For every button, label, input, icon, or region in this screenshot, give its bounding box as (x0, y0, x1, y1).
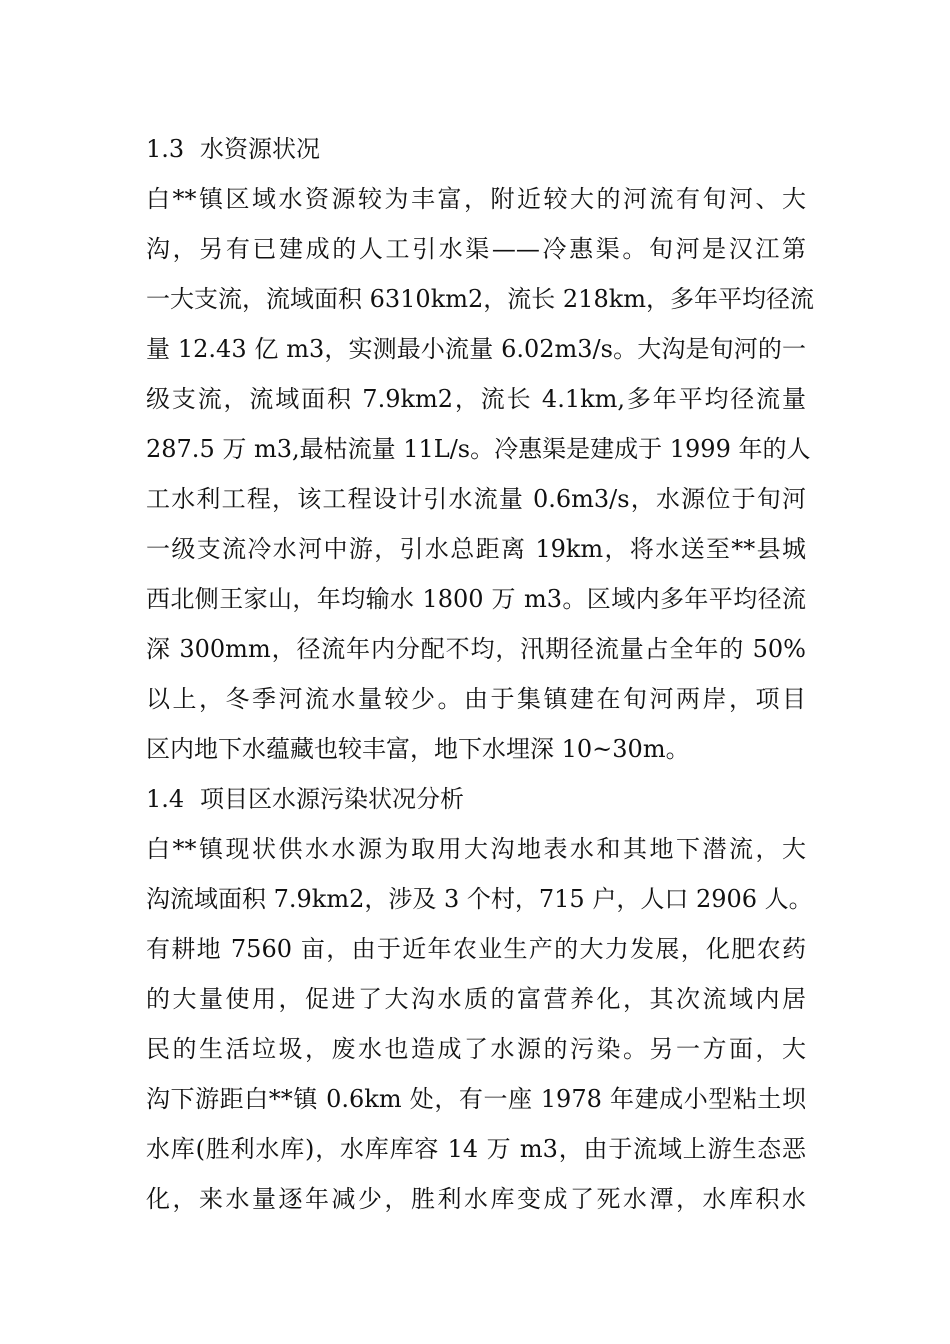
text-line: 量 12.43 亿 m3，实测最小流量 6.02m3/s。大沟是旬河的一 (146, 335, 806, 363)
document-body (146, 124, 815, 1224)
text-line: 白**镇区域水资源较为丰富，附近较大的河流有旬河、大 (146, 185, 806, 213)
text-line: 级支流，流域面积 7.9km2，流长 4.1km,多年平均径流量 (146, 385, 806, 413)
section-title: 水资源状况 (200, 135, 320, 163)
text-line: 沟流域面积 7.9km2，涉及 3 个村，715 户，人口 2906 人。 (146, 885, 813, 913)
section-paragraph-1-4 (146, 824, 813, 1224)
text-line: 的大量使用，促进了大沟水质的富营养化，其次流域内居 (146, 985, 806, 1013)
section-title: 项目区水源污染状况分析 (200, 785, 464, 813)
section-paragraph-1-3 (146, 174, 815, 774)
text-line: 有耕地 7560 亩，由于近年农业生产的大力发展，化肥农药 (146, 935, 806, 963)
text-line: 白**镇现状供水水源为取用大沟地表水和其地下潜流，大 (146, 835, 806, 863)
text-line: 287.5 万 m3,最枯流量 11L/s。冷惠渠是建成于 1999 年的人 (146, 435, 811, 463)
text-line: 深 300mm，径流年内分配不均，汛期径流量占全年的 50% (146, 635, 806, 663)
text-line: 沟，另有已建成的人工引水渠——冷惠渠。旬河是汉江第 (146, 235, 806, 263)
section-heading-1-4 (146, 774, 806, 824)
text-line: 工水利工程，该工程设计引水流量 0.6m3/s，水源位于旬河 (146, 485, 806, 513)
text-line: 一大支流，流域面积 6310km2，流长 218km，多年平均径流 (146, 285, 815, 313)
section-heading-1-3 (146, 124, 806, 174)
text-line: 西北侧王家山，年均输水 1800 万 m3。区域内多年平均径流 (146, 585, 806, 613)
text-line: 以上，冬季河流水量较少。由于集镇建在旬河两岸，项目 (146, 685, 806, 713)
text-line: 民的生活垃圾，废水也造成了水源的污染。另一方面，大 (146, 1035, 806, 1063)
text-line: 一级支流冷水河中游，引水总距离 19km，将水送至**县城 (146, 535, 806, 563)
text-line: 水库(胜利水库)，水库库容 14 万 m3，由于流域上游生态恶 (146, 1135, 806, 1163)
text-line: 区内地下水蕴藏也较丰富，地下水埋深 10~30m。 (146, 735, 690, 763)
section-number: 1.4 (146, 785, 185, 813)
text-line: 化，来水量逐年减少，胜利水库变成了死水潭，水库积水 (146, 1185, 806, 1213)
section-number: 1.3 (146, 135, 185, 163)
text-line: 沟下游距白**镇 0.6km 处，有一座 1978 年建成小型粘土坝 (146, 1085, 806, 1113)
